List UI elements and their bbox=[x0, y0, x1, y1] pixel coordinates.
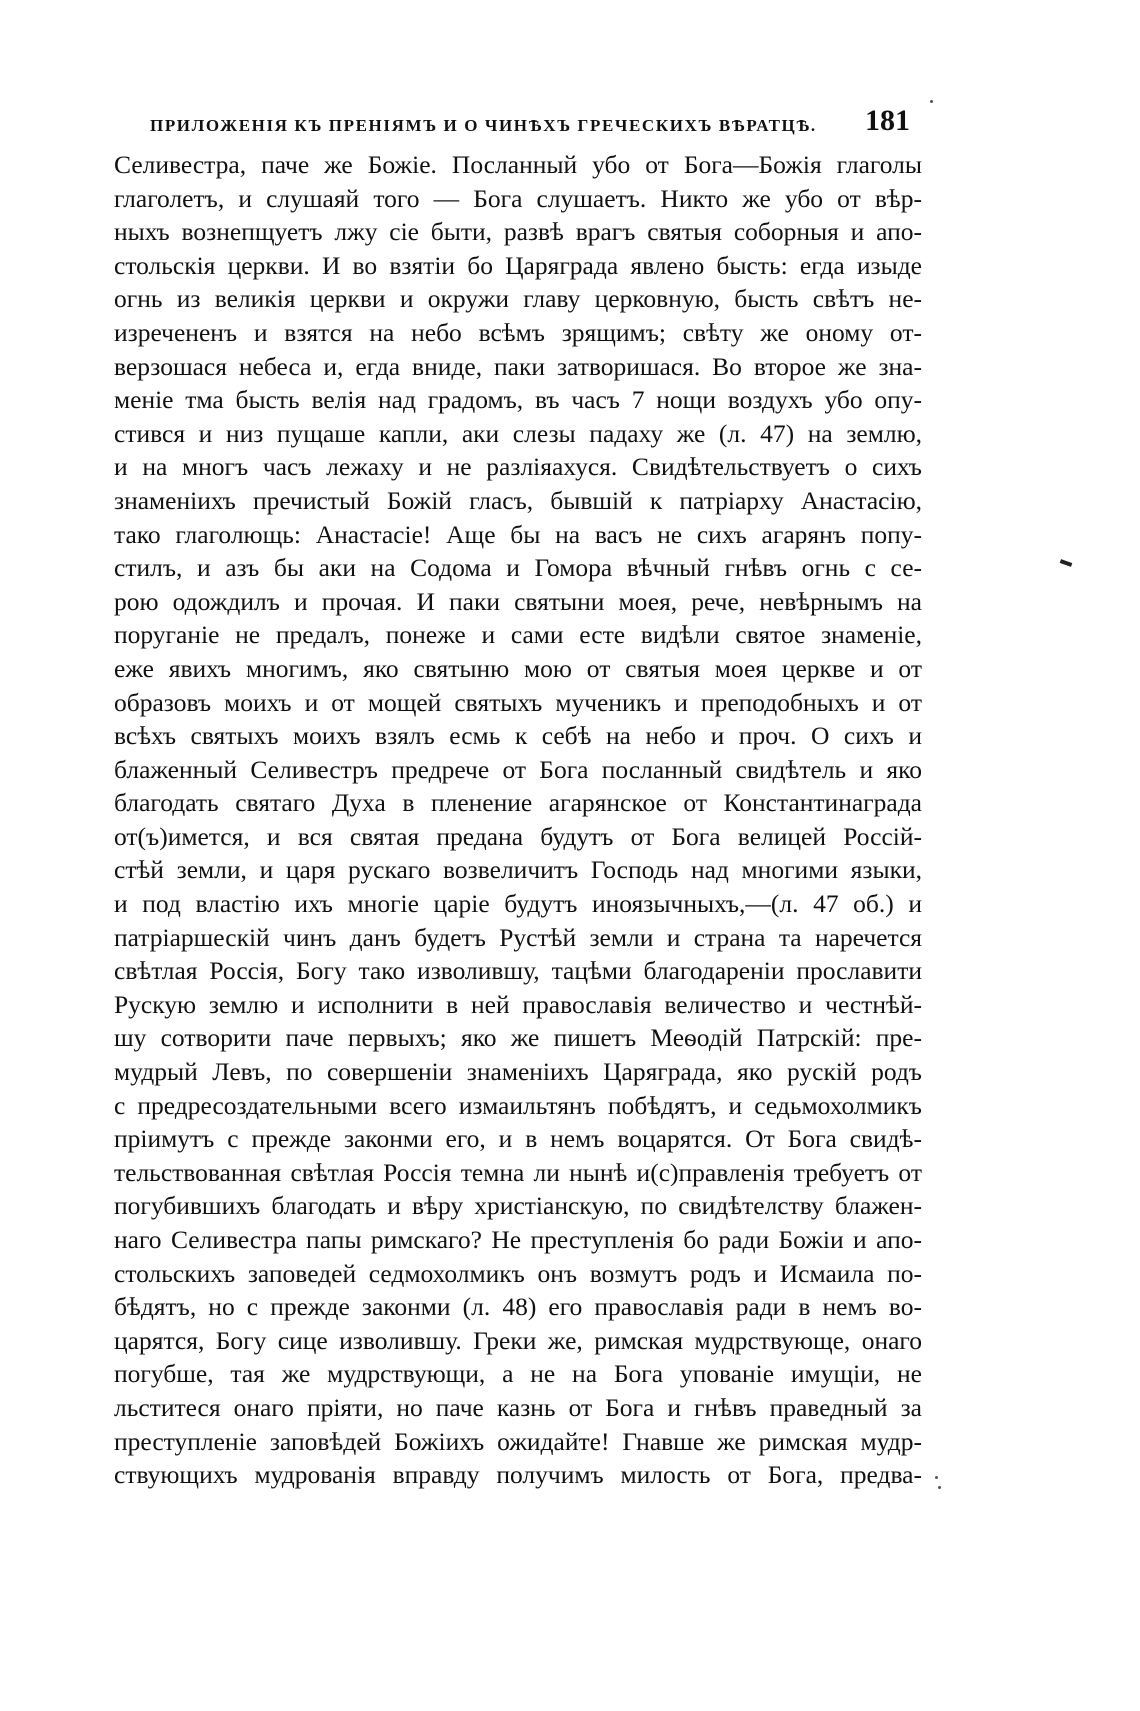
text-line: тако глаголющь: Анастасіе! Аще бы на васъ не сихъ агарянъ попу- bbox=[114, 519, 922, 549]
scan-speck bbox=[935, 1476, 938, 1479]
text-line: пріимутъ с прежде законми его, и в немъ воцарятся. От Бога свидѣ- bbox=[114, 1124, 922, 1154]
text-line: стѣй земли, и царя рускаго возвеличитъ Господь над многими языки, bbox=[114, 855, 922, 885]
text-line: преступленіе заповѣдей Божіихъ ожидайте! Гнавше же римская мудр- bbox=[114, 1426, 922, 1456]
text-line: верзошася небеса и, егда вниде, паки затворишася. Во второе же зна- bbox=[114, 351, 922, 381]
text-line: наго Селивестра папы римскаго? Не преступленія бо ради Божіи и апо- bbox=[114, 1225, 922, 1254]
text-line: Селивестра, паче же Божіе. Посланный убо от Бога—Божія глаголы bbox=[114, 150, 922, 179]
text-line: патріаршескій чинъ данъ будетъ Рустѣй земли и страна та наречется bbox=[114, 922, 922, 952]
scan-speck bbox=[938, 1486, 941, 1489]
text-line: мудрый Левъ, по совершеніи знаменіихъ Царяграда, яко рускій родъ bbox=[114, 1057, 922, 1087]
text-line: ныхъ вознепщуетъ лжу сіе быти, развѣ врагъ святыя соборныя и апо- bbox=[114, 217, 922, 247]
scan-speck bbox=[930, 100, 933, 103]
text-line: погубше, тая же мудрствующи, а не на Бога упованіе имущіи, не bbox=[114, 1359, 922, 1389]
body-text bbox=[114, 148, 922, 1492]
text-line: царятся, Богу сице изволившу. Греки же, римская мудрствующе, онаго bbox=[114, 1325, 922, 1355]
text-line: Рускую землю и исполнити в ней православія величество и честнѣй- bbox=[114, 989, 922, 1019]
text-line: льститеся онаго пріяти, но паче казнь от Бога и гнѣвъ праведный за bbox=[114, 1392, 922, 1422]
text-line: знаменіихъ пречистый Божій гласъ, бывшій к патріарху Анастасію, bbox=[114, 485, 922, 515]
text-line: стився и низ пущаше капли, аки слезы падаху же (л. 47) на землю, bbox=[114, 418, 922, 448]
text-line: блаженный Селивестръ предрече от Бога посланный свидѣтель и яко bbox=[114, 754, 922, 784]
text-line: шу сотворити паче первыхъ; яко же пишетъ Меѳодій Патрскій: пре- bbox=[114, 1023, 922, 1053]
text-line: от(ъ)имется, и вся святая предана будутъ от Бога велицей Россій- bbox=[114, 821, 922, 851]
text-line: и на многъ часъ лежаху и не разліяахуся. Свидѣтельствуетъ о сихъ bbox=[114, 452, 922, 482]
text-line: стилъ, и азъ бы аки на Содома и Гомора вѣчный гнѣвъ огнь с се- bbox=[114, 553, 922, 583]
text-line: изречененъ и взятся на небо всѣмъ зрящимъ; свѣту же оному от- bbox=[114, 317, 922, 347]
text-line: погубившихъ благодать и вѣру христіанскую, по свидѣтелству блажен- bbox=[114, 1191, 922, 1221]
text-line: поруганіе не предалъ, понеже и сами есте видѣли святое знаменіе, bbox=[114, 620, 922, 650]
page-number: 181 bbox=[865, 104, 910, 137]
text-line: огнь из великія церкви и окружи главу церковную, бысть свѣтъ не- bbox=[114, 284, 922, 314]
text-line: глаголетъ, и слушаяй того — Бога слушаетъ. Никто же убо от вѣр- bbox=[114, 183, 922, 213]
text-line: бѣдятъ, но с прежде законми (л. 48) его православія ради в немъ во- bbox=[114, 1292, 922, 1322]
text-line: меніе тма бысть велія над градомъ, въ часъ 7 нощи воздухъ убо опу- bbox=[114, 385, 922, 415]
running-head bbox=[150, 104, 910, 144]
text-line: свѣтлая Россія, Богу тако изволившу, тацѣми благодареніи прославити bbox=[114, 956, 922, 986]
running-title: ПРИЛОЖЕНІЯ КЪ ПРЕНІЯМЪ И О ЧИНѢХЪ ГРЕЧЕСКИХЪ ВѢРАТЦѢ. bbox=[150, 116, 817, 135]
text-line: всѣхъ святыхъ моихъ взялъ есмь к себѣ на небо и проч. О сихъ и bbox=[114, 721, 922, 751]
margin-mark bbox=[1060, 559, 1073, 567]
text-line: ствующихъ мудрованія вправду получимъ милость от Бога, предва- bbox=[114, 1460, 922, 1490]
text-line: стольскія церкви. И во взятіи бо Царяграда явлено бысть: егда изыде bbox=[114, 250, 922, 280]
text-line: стольскихъ заповедей седмохолмикъ онъ возмутъ родъ и Исмаила по- bbox=[114, 1258, 922, 1288]
text-line: образовъ моихъ и от мощей святыхъ мученикъ и преподобныхъ и от bbox=[114, 687, 922, 717]
text-line: с предресоздательными всего измаильтянъ побѣдятъ, и седьмохолмикъ bbox=[114, 1090, 922, 1120]
text-line: благодать святаго Духа в пленение агарянское от Константинаграда bbox=[114, 788, 922, 818]
text-line: и под властію ихъ многіе царіе будутъ иноязычныхъ,—(л. 47 об.) и bbox=[114, 889, 922, 919]
text-line: рою одождилъ и прочая. И паки святыни моея, рече, невѣрнымъ на bbox=[114, 586, 922, 616]
text-line: еже явихъ многимъ, яко святыню мою от святыя моея церкве и от bbox=[114, 653, 922, 683]
text-line: тельствованная свѣтлая Россія темна ли нынѣ и(с)правленія требуетъ от bbox=[114, 1157, 922, 1187]
